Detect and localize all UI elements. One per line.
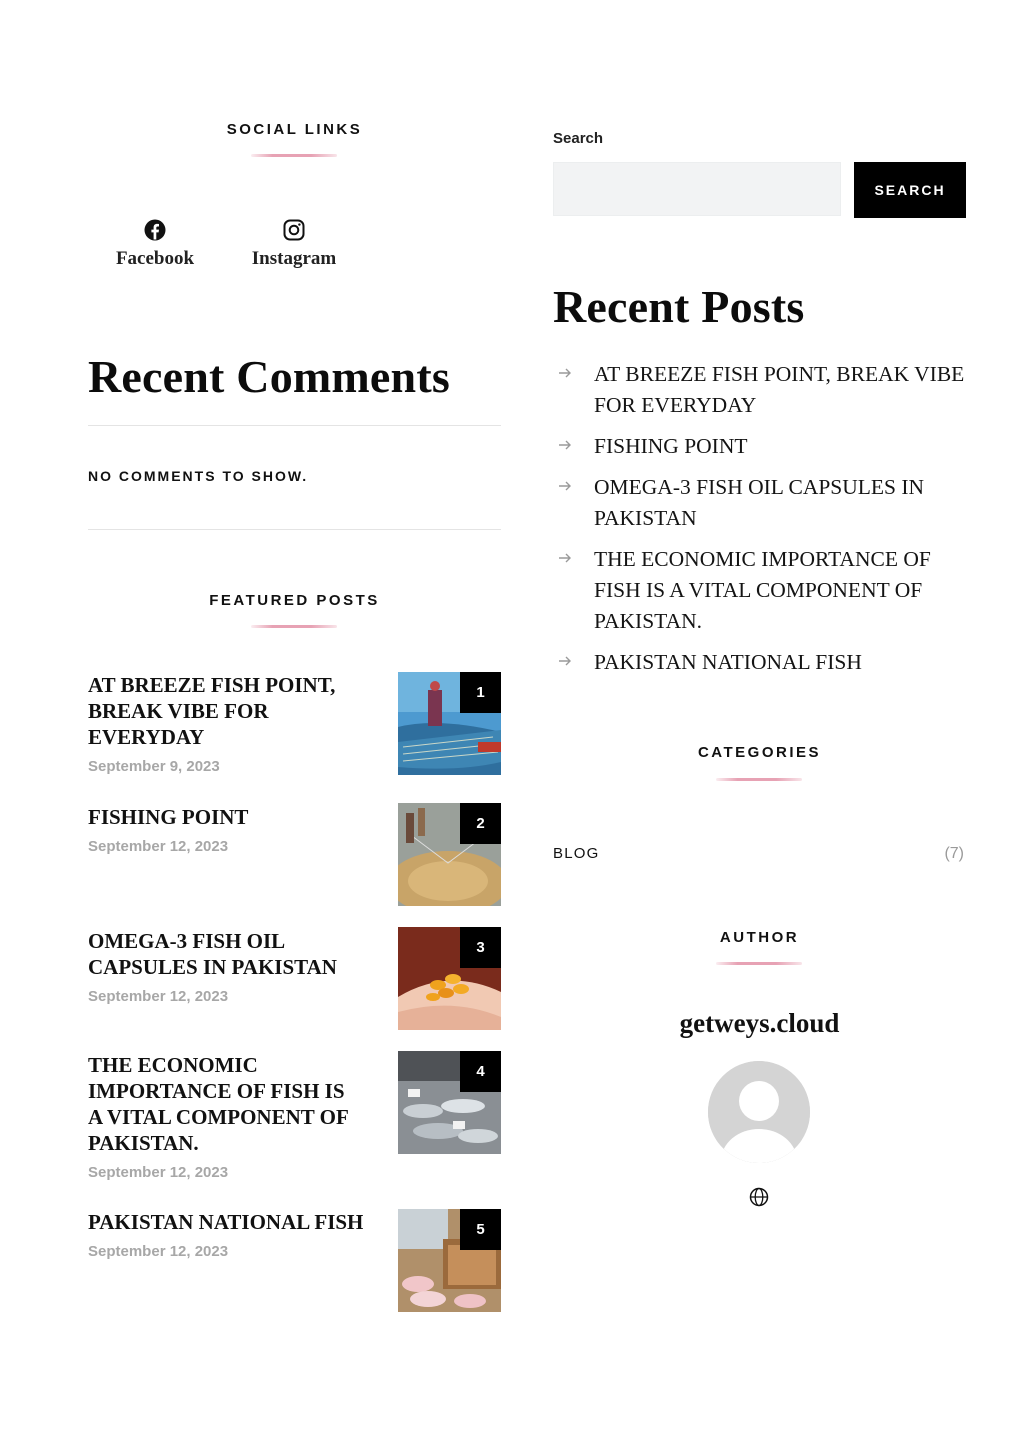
- featured-post-date: September 12, 2023: [88, 838, 229, 855]
- featured-accent-line: [251, 625, 337, 628]
- list-item: [553, 472, 966, 534]
- featured-post-date: September 9, 2023: [88, 758, 220, 775]
- search-input[interactable]: [553, 162, 841, 216]
- featured-post-title[interactable]: OMEGA-3 FISH OIL CAPSULES IN PAKISTAN: [88, 929, 337, 979]
- divider: [88, 529, 501, 530]
- featured-post-date: September 12, 2023: [88, 1243, 229, 1260]
- category-count: (7): [944, 845, 964, 862]
- search-label: Search: [553, 130, 604, 147]
- category-link[interactable]: BLOG: [553, 845, 600, 862]
- list-item: [553, 359, 966, 421]
- category-row: [553, 845, 966, 863]
- default-avatar-icon: [708, 1061, 810, 1163]
- recent-post-link[interactable]: OMEGA-3 FISH OIL CAPSULES IN PAKISTAN: [594, 475, 925, 530]
- search-button[interactable]: SEARCH: [854, 162, 966, 218]
- featured-post-title[interactable]: THE ECONOMIC IMPORTANCE OF FISH IS A VITAL COMPONENT OF PAKISTAN.: [88, 1053, 349, 1155]
- categories-accent-line: [716, 778, 802, 781]
- featured-post-rank: 1: [460, 672, 501, 713]
- globe-icon: [749, 1187, 769, 1207]
- author-accent-line: [716, 962, 802, 965]
- list-item: [553, 544, 966, 637]
- featured-post-thumbnail[interactable]: [398, 803, 501, 906]
- featured-post-rank: 3: [460, 927, 501, 968]
- featured-post-date: September 12, 2023: [88, 988, 229, 1005]
- author-website-link[interactable]: [749, 1187, 769, 1207]
- featured-post-thumbnail[interactable]: [398, 672, 501, 775]
- facebook-icon: [143, 218, 167, 242]
- recent-post-link[interactable]: PAKISTAN NATIONAL FISH: [594, 650, 862, 674]
- arrow-right-icon: [557, 478, 573, 494]
- recent-post-link[interactable]: THE ECONOMIC IMPORTANCE OF FISH IS A VITAL COMPONENT OF PAKISTAN.: [594, 547, 931, 633]
- recent-comments-heading: Recent Comments: [88, 351, 450, 402]
- featured-post-date: September 12, 2023: [88, 1164, 229, 1181]
- featured-posts-title: FEATURED POSTS: [209, 592, 380, 609]
- instagram-link[interactable]: [239, 218, 349, 270]
- featured-post-rank: 2: [460, 803, 501, 844]
- author-title: AUTHOR: [719, 929, 800, 946]
- arrow-right-icon: [557, 653, 573, 669]
- recent-post-link[interactable]: FISHING POINT: [594, 434, 748, 458]
- list-item: [553, 431, 966, 462]
- featured-post-title[interactable]: PAKISTAN NATIONAL FISH: [88, 1210, 364, 1234]
- avatar: [708, 1061, 810, 1163]
- instagram-icon: [282, 218, 306, 242]
- facebook-link[interactable]: [100, 218, 210, 270]
- divider: [88, 425, 501, 426]
- featured-post-thumbnail[interactable]: [398, 1051, 501, 1154]
- featured-post-thumbnail[interactable]: [398, 927, 501, 1030]
- instagram-label: Instagram: [251, 248, 337, 269]
- facebook-label: Facebook: [115, 248, 195, 269]
- arrow-right-icon: [557, 437, 573, 453]
- featured-post-rank: 4: [460, 1051, 501, 1092]
- featured-post-title[interactable]: FISHING POINT: [88, 805, 249, 829]
- social-links-title: SOCIAL LINKS: [226, 121, 363, 138]
- categories-title: CATEGORIES: [697, 744, 822, 761]
- no-comments-text: NO COMMENTS TO SHOW.: [88, 468, 309, 484]
- recent-posts-list: [553, 359, 966, 688]
- featured-post-rank: 5: [460, 1209, 501, 1250]
- featured-post-thumbnail[interactable]: [398, 1209, 501, 1312]
- arrow-right-icon: [557, 550, 573, 566]
- social-accent-line: [251, 154, 337, 157]
- arrow-right-icon: [557, 365, 573, 381]
- recent-posts-heading: Recent Posts: [553, 281, 805, 332]
- recent-post-link[interactable]: AT BREEZE FISH POINT, BREAK VIBE FOR EVERYDAY: [594, 362, 965, 417]
- author-name: getweys.cloud: [679, 1008, 840, 1038]
- list-item: [553, 647, 966, 678]
- featured-post-title[interactable]: AT BREEZE FISH POINT, BREAK VIBE FOR EVERYDAY: [88, 673, 336, 749]
